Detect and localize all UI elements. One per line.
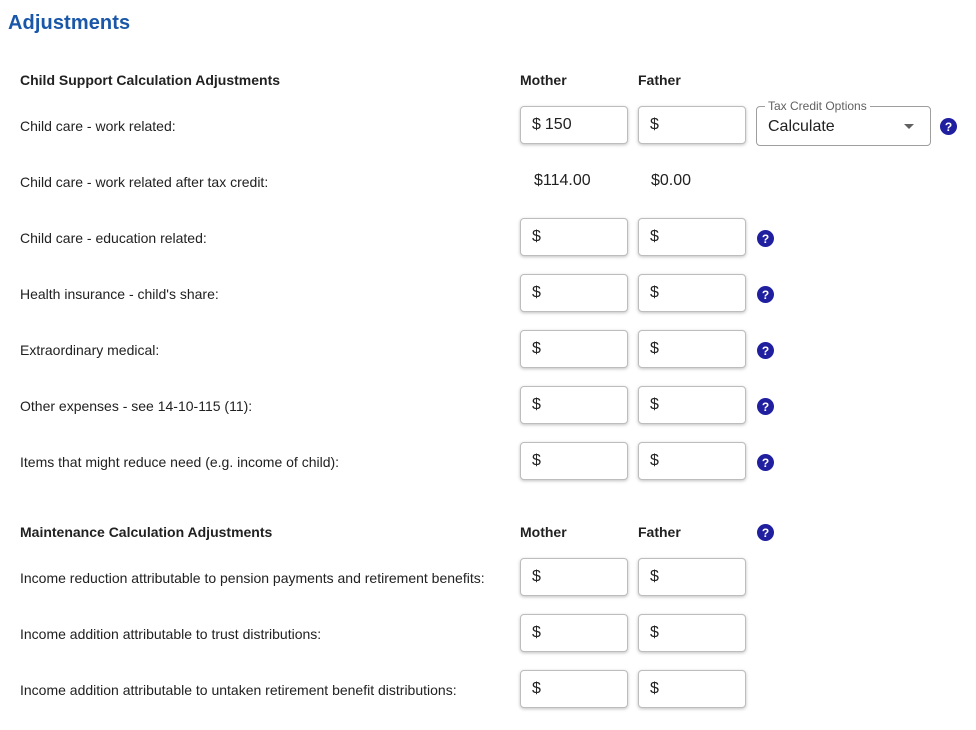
father-other-expenses-input[interactable] [638,386,746,424]
row-label-extraordinary-medical: Extraordinary medical: [20,342,160,358]
currency-prefix: $ [650,680,659,697]
row-label-pension-reduction: Income reduction attributable to pension payments and retirement benefits: [20,570,485,586]
currency-prefix: $ [532,568,541,585]
father-child-care-after-tax-value: $0.00 [651,172,692,189]
tax-credit-options-select[interactable] [756,99,931,146]
mother-extraordinary-medical-input[interactable] [520,330,628,368]
father-trust-distributions-input[interactable] [638,614,746,652]
row-label-items-reduce-need: Items that might reduce need (e.g. income of child): [20,454,340,470]
mother-untaken-retirement-input[interactable] [520,670,628,708]
currency-prefix: $ [532,624,541,641]
currency-prefix: $ [650,624,659,641]
currency-prefix: $ [650,228,659,245]
row-label-trust-distributions: Income addition attributable to trust distributions: [20,626,322,642]
currency-prefix: $ [532,116,541,133]
father-column-header: Father [638,72,681,88]
row-label-child-care-education: Child care - education related: [20,230,207,246]
father-extraordinary-medical-input[interactable] [638,330,746,368]
help-icon[interactable]: ? [757,342,774,359]
mother-child-care-work-input[interactable] [520,106,628,144]
child-support-heading: Child Support Calculation Adjustments [20,72,281,88]
mother-health-insurance-input[interactable] [520,274,628,312]
currency-prefix: $ [650,340,659,357]
help-icon[interactable]: ? [757,454,774,471]
help-icon[interactable]: ? [757,398,774,415]
currency-prefix: $ [532,452,541,469]
mother-child-care-education-input[interactable] [520,218,628,256]
chevron-down-icon [904,124,914,129]
currency-prefix: $ [532,680,541,697]
currency-prefix: $ [650,568,659,585]
currency-prefix: $ [532,396,541,413]
row-label-child-care-work: Child care - work related: [20,118,176,134]
input-value: 150 [544,116,572,133]
currency-prefix: $ [650,116,659,133]
help-icon[interactable]: ? [757,286,774,303]
father-child-care-work-input[interactable] [638,106,746,144]
currency-prefix: $ [650,284,659,301]
row-label-other-expenses: Other expenses - see 14-10-115 (11): [20,398,253,414]
mother-column-header: Mother [520,524,567,540]
currency-prefix: $ [650,452,659,469]
row-label-child-care-after-tax: Child care - work related after tax credit: [20,174,269,190]
currency-prefix: $ [532,340,541,357]
maintenance-heading: Maintenance Calculation Adjustments [20,524,273,540]
currency-prefix: $ [650,396,659,413]
mother-trust-distributions-input[interactable] [520,614,628,652]
row-label-health-insurance: Health insurance - child's share: [20,286,219,302]
father-items-reduce-need-input[interactable] [638,442,746,480]
mother-column-header: Mother [520,72,567,88]
row-label-untaken-retirement: Income addition attributable to untaken retirement benefit distributions: [20,682,457,698]
help-icon[interactable]: ? [757,524,774,541]
tax-credit-options-label: Tax Credit Options [765,99,870,113]
mother-other-expenses-input[interactable] [520,386,628,424]
help-icon[interactable]: ? [940,118,957,135]
father-pension-reduction-input[interactable] [638,558,746,596]
mother-child-care-after-tax-value: $114.00 [534,172,591,189]
mother-pension-reduction-input[interactable] [520,558,628,596]
mother-items-reduce-need-input[interactable] [520,442,628,480]
father-column-header: Father [638,524,681,540]
tax-credit-options-value: Calculate [768,118,835,135]
currency-prefix: $ [532,228,541,245]
currency-prefix: $ [532,284,541,301]
help-icon[interactable]: ? [757,230,774,247]
page-title: Adjustments [8,12,131,34]
father-child-care-education-input[interactable] [638,218,746,256]
father-health-insurance-input[interactable] [638,274,746,312]
father-untaken-retirement-input[interactable] [638,670,746,708]
